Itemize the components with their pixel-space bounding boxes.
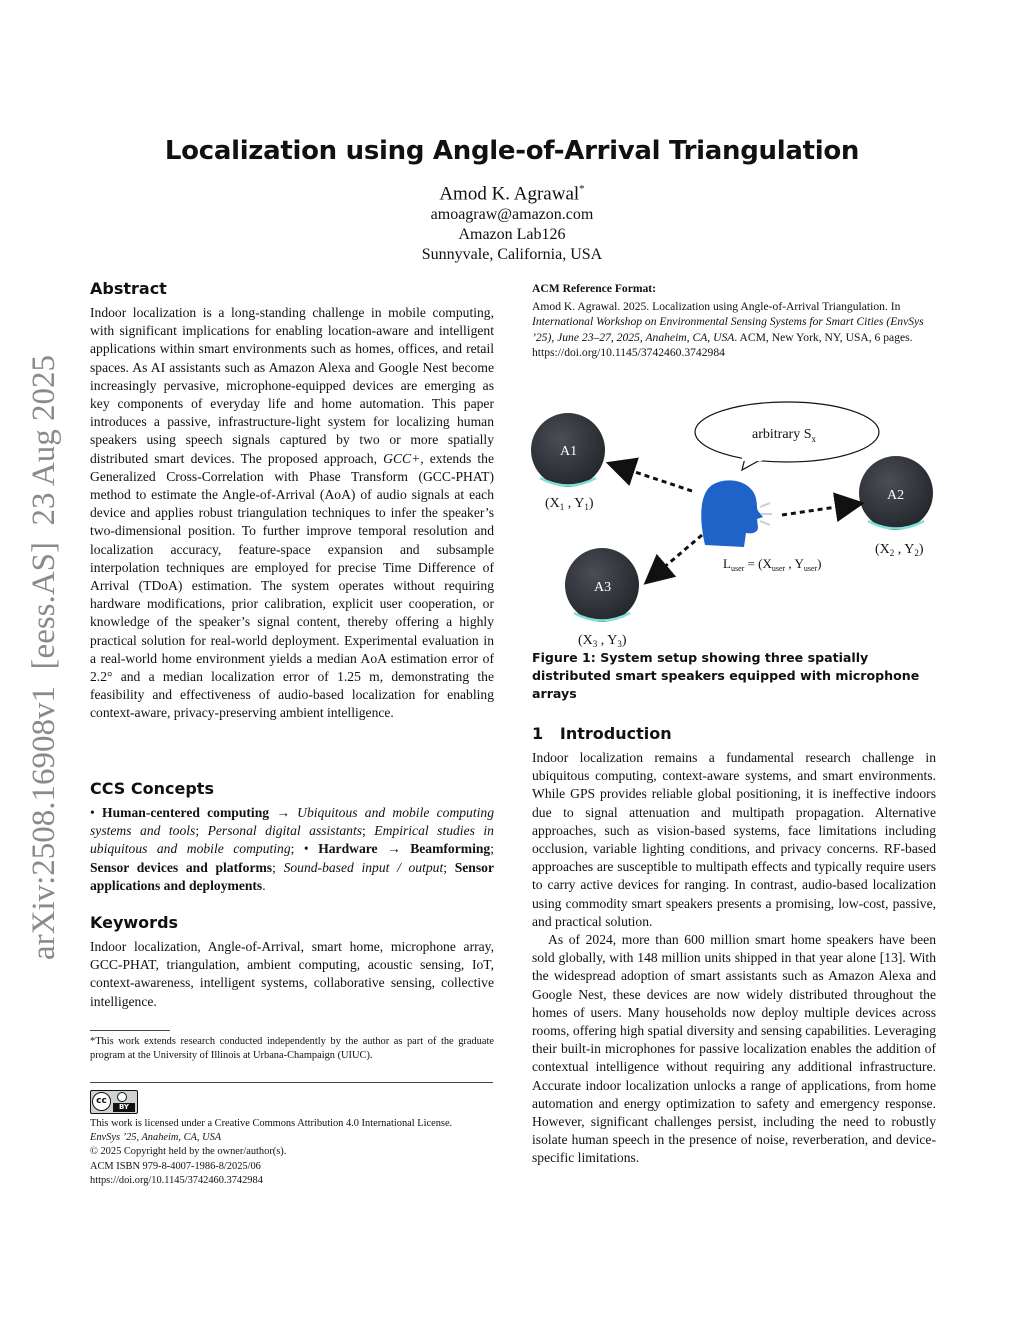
svg-text:A2: A2 bbox=[887, 488, 905, 503]
abstract-heading: Abstract bbox=[90, 279, 167, 298]
intro-paragraph-1: Indoor localization remains a fundamental research challenge in ubiquitous computing, context-aware systems, and smart environments. While GPS provides reliable global positioning, it is ineffective indoors due to signal attenuation and multipath propagation. Alternative approaches, such as vision-based systems, face limitations including occlusion, variable lighting conditions, and privacy concerns. RF-based approaches are susceptible to multipath effects and typically require users to carry active devices for ranging. In contrast, audio-based localization using commodity smart speakers presents a promising, low-cost, passive, and practical solution. bbox=[532, 750, 936, 929]
coord-a3: ($X_3$ , $Y_3$) bbox=[578, 633, 627, 649]
arrow-to-a3 bbox=[655, 535, 702, 575]
coord-a2: ($X_2$ , $Y_2$) bbox=[875, 542, 924, 558]
license-block: This work is licensed under a Creative Commons Attribution 4.0 International License. EnvSys ’25, Anaheim, CA, USA © 2025 Copyright held by the owner/author(s). ACM ISBN 979-8-4007-1986-8/2025/06 https://doi.org/10.1145/3742460.3742984 bbox=[90, 1118, 453, 1186]
svg-text:A1: A1 bbox=[560, 444, 578, 459]
arxiv-stamp: arXiv:2508.16908v1 [eess.AS] 23 Aug 2025 bbox=[26, 355, 62, 960]
figure-caption: Figure 1: System setup showing three spatially distributed smart speakers equipped with microphone arrays bbox=[532, 650, 920, 701]
author-email: amoagraw@amazon.com bbox=[430, 206, 594, 223]
author-name: Amod K. Agrawal* bbox=[439, 183, 585, 205]
abstract-text: Indoor localization is a long-standing challenge in mobile computing, with significant implications for enabling location-aware and intelligent applications within smart environments such as homes, offices, and retail spaces. As AI assistants such as Amazon Alexa and Google Nest become increasingly pervasive, microphone-equipped devices are emerging as key components of everyday life and home automation. This paper introduces a passive, infrastructure-light system for localizing human speakers using speech signals captured by two or more spatially distributed smart devices. The proposed approach, GCC+, extends the Generalized Cross-Correlation with Phase Transform (GCC-PHAT) method to estimate the Angle-of-Arrival (AoA) of audio signals at each device and applies robust triangulation techniques to infer the speaker’s two-dimensional position. To further improve temporal resolution and localization accuracy, feature-space expansion and subsample interpolation techniques are employed for precise Time Difference of Arrival (TDoA) estimation. The system operates without requiring hardware modifications, prior calibration, explicit user cooperation, or knowledge of the speaker’s signal content, thereby offering a highly practical solution for real-world deployment. Experimental evaluation in a real-world home environment yields a median AoA estimation error of 2.2° and a median localization error of 1.25 m, demonstrating the feasibility and effectiveness of audio-based localization for enabling context-aware, privacy-preserving ambient intelligence. bbox=[90, 305, 495, 721]
acm-ref-body: Amod K. Agrawal. 2025. Localization using Angle-of-Arrival Triangulation. In International Workshop on Environmental Sensing Systems for Smart Cities (EnvSys ’25), June 23–27, 2025, Anaheim, CA, USA. ACM, New York, NY, USA, 6 pages. https://doi.org/10.1145/3742460.3742984 bbox=[532, 300, 924, 360]
speech-bubble bbox=[695, 402, 879, 470]
system-setup-figure bbox=[520, 395, 950, 650]
speaker-a1 bbox=[531, 413, 605, 487]
svg-text:arbitrary Sx: arbitrary $S_x$ bbox=[752, 427, 816, 444]
ccs-concepts: • Human-centered computing → Ubiquitous and mobile computing systems and tools; Personal digital assistants; Empirical studies in ubiquitous and mobile computing; • Hardware → Beamforming; Sensor devices and platforms; Sound-based input / output; Sensor applications and deployments. bbox=[90, 805, 495, 893]
footnote: *This work extends research conducted independently by the author as part of the graduate program at the University of Illinois at Urbana-Champaign (UIUC). bbox=[90, 1036, 494, 1062]
license-rule bbox=[90, 1082, 493, 1083]
person-speaking-icon bbox=[701, 480, 772, 547]
svg-text:A3: A3 bbox=[594, 580, 612, 595]
ccs-heading: CCS Concepts bbox=[90, 779, 214, 798]
paper-title: Localization using Angle-of-Arrival Triangulation bbox=[164, 136, 860, 166]
speaker-a2 bbox=[859, 456, 933, 530]
author-location: Sunnyvale, California, USA bbox=[421, 246, 603, 263]
arrow-to-a2 bbox=[782, 505, 850, 515]
intro-paragraph-2: As of 2024, more than 600 million smart home speakers have been sold globally, with 148 million units shipped in that year alone [13]. With the widespread adoption of smart assistants such as Amazon Alexa and Google Nest, these devices are now widely distributed throughout the homes of users. Many households now deploy multiple devices across rooms, offering high spatial diversity and sensing capabilities. Leveraging their built-in microphones for passive localization enables the addition of contextual intelligence without requiring any additional infrastructure. Accurate indoor localization unlocks a range of applications, from home automation and energy optimization to safety and emergency response. However, significant challenges persist, including the need to robustly isolate human speech in the presence of noise, reverberation, and device-specific limitations. bbox=[532, 932, 936, 1166]
speaker-a3 bbox=[565, 548, 639, 622]
footnote-rule bbox=[90, 1030, 170, 1031]
keywords-text: Indoor localization, Angle-of-Arrival, smart home, microphone array, GCC-PHAT, triangulation, ambient computing, acoustic sensing, IoT, context-awareness, intelligent systems, collaborative sensing, collective intelligence. bbox=[90, 939, 494, 1009]
acm-ref-heading: ACM Reference Format: bbox=[532, 282, 657, 295]
coord-a1: ($X_1$ , $Y_1$) bbox=[545, 496, 594, 512]
arrow-to-a1 bbox=[620, 467, 692, 491]
keywords-heading: Keywords bbox=[90, 913, 179, 932]
author-org: Amazon Lab126 bbox=[458, 226, 566, 243]
user-location-label: $L_{user} = (X_{user}$ , $Y_{user}$) bbox=[723, 556, 822, 573]
intro-heading: 1 Introduction bbox=[532, 724, 672, 743]
cc-by-logo: cc BY bbox=[90, 1090, 138, 1114]
